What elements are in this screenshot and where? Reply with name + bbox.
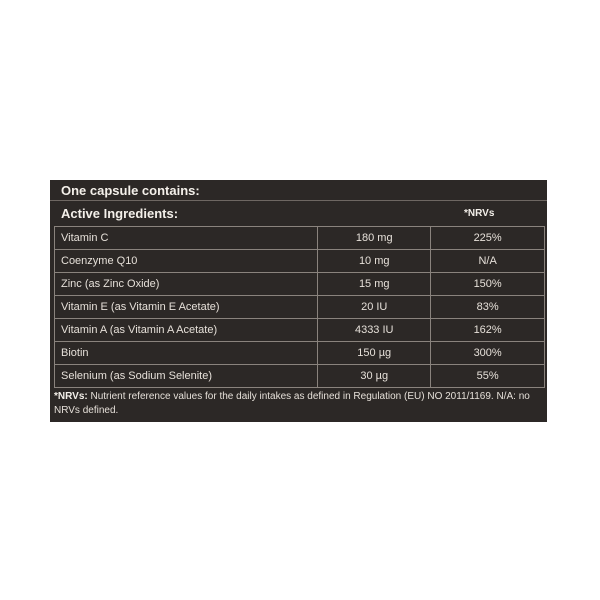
table-row [55,342,545,365]
ingredient-amount: 30 µg [318,365,431,388]
ingredient-name: Selenium (as Sodium Selenite) [55,365,318,388]
ingredients-header-row [50,202,547,226]
footnote-label: *NRVs: [54,391,88,402]
ingredient-nrv: 162% [431,319,545,342]
table-row [55,273,545,296]
nrv-footnote [54,390,542,418]
table-row [55,365,545,388]
ingredient-nrv: 300% [431,342,545,365]
ingredient-nrv: 150% [431,273,545,296]
ingredient-name: Vitamin A (as Vitamin A Acetate) [55,319,318,342]
ingredient-amount: 150 µg [318,342,431,365]
ingredient-amount: 15 mg [318,273,431,296]
ingredient-name: Coenzyme Q10 [55,250,318,273]
table-row [55,250,545,273]
ingredient-amount: 180 mg [318,227,431,250]
panel-title: One capsule contains: [50,180,547,201]
ingredient-nrv: N/A [431,250,545,273]
table-row [55,319,545,342]
active-ingredients-label: Active Ingredients: [61,206,179,221]
nrv-column-label: *NRVs [464,208,495,219]
ingredient-nrv: 55% [431,365,545,388]
ingredient-name: Vitamin E (as Vitamin E Acetate) [55,296,318,319]
ingredient-name: Zinc (as Zinc Oxide) [55,273,318,296]
ingredient-name: Biotin [55,342,318,365]
supplement-facts-panel [50,180,547,422]
table-row [55,227,545,250]
table-row [55,296,545,319]
footnote-text: Nutrient reference values for the daily intakes as defined in Regulation (EU) NO 2011/1169. N/A: no NRVs defined. [54,391,530,416]
ingredient-nrv: 225% [431,227,545,250]
ingredient-name: Vitamin C [55,227,318,250]
ingredient-amount: 20 IU [318,296,431,319]
ingredients-table [54,226,545,388]
ingredient-nrv: 83% [431,296,545,319]
ingredient-amount: 10 mg [318,250,431,273]
ingredient-amount: 4333 IU [318,319,431,342]
